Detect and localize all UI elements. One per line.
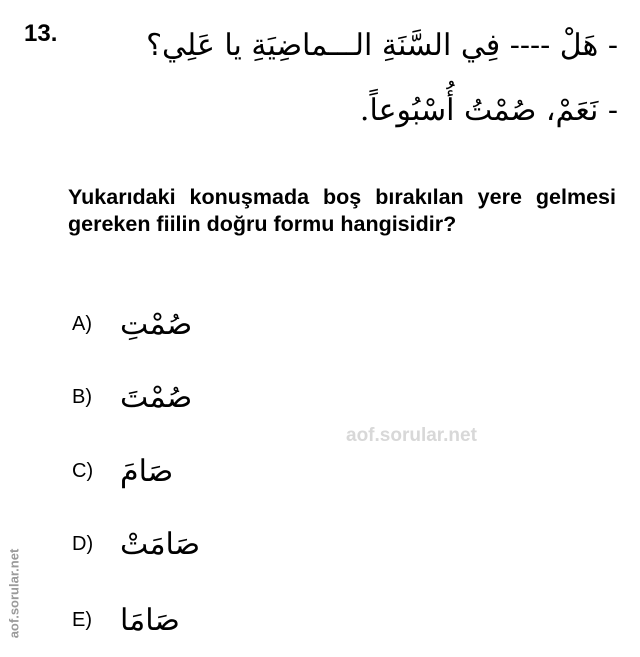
option-b-text: صُمْتَ [120,379,193,415]
watermark-center: aof.sorular.net [346,425,477,446]
option-e-text: صَامَا [120,602,180,638]
question-prompt: Yukarıdaki konuşmada boş bırakılan yere gelmesi gereken fiilin doğru formu hangisidir? [68,185,616,236]
option-a-label: A) [72,312,92,335]
option-d-text: صَامَتْ [120,526,201,562]
option-a-text: صُمْتِ [120,306,193,342]
option-a[interactable] [72,304,192,344]
option-b-label: B) [72,385,92,408]
option-e[interactable] [72,600,180,640]
arabic-dialogue-line-1: - هَلْ ---- فِي السَّنَةِ الـــماضِيَةِ يا عَلِي؟ [146,28,618,63]
option-c-text: صَامَ [120,453,174,489]
question-number: 13. [24,20,58,47]
option-d[interactable] [72,524,200,564]
option-e-label: E) [72,608,92,631]
watermark-side: aof.sorular.net [6,548,22,639]
option-b[interactable] [72,377,192,417]
option-c[interactable] [72,451,173,491]
arabic-dialogue-line-2: - نَعَمْ، صُمْتُ أُسْبُوعاً. [359,93,618,128]
option-c-label: C) [72,459,94,482]
option-d-label: D) [72,532,94,555]
